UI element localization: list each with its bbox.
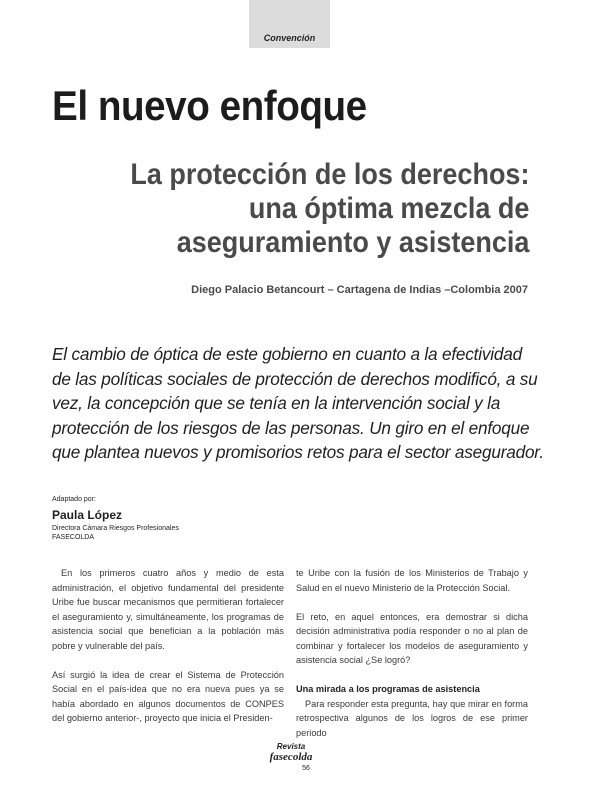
lead-line: de las políticas sociales de protección de derechos modificó, a su bbox=[52, 368, 538, 389]
article-subtitle bbox=[130, 158, 529, 260]
lead-line: que plantea nuevos y promisorios retos para el sector asegurador. bbox=[52, 442, 544, 462]
body-paragraph: Para responder esta pregunta, hay que mirar en forma retrospectiva algunos de los logros de ese primer periodo bbox=[296, 698, 528, 738]
author-credentials bbox=[52, 524, 179, 542]
subtitle-line: una óptima mezcla de bbox=[248, 192, 529, 225]
body-column-right bbox=[296, 566, 528, 755]
subtitle-line: La protección de los derechos: bbox=[129, 158, 529, 191]
section-subheading: Una mirada a los programas de asistencia bbox=[296, 684, 480, 694]
body-paragraph: te Uribe con la fusión de los Ministerios de Trabajo y Salud en el nuevo Ministerio de la Protección Social. bbox=[296, 568, 528, 593]
lead-line: El cambio de óptica de este gobierno en cuanto a la efectividad bbox=[52, 344, 522, 364]
section-tab bbox=[249, 0, 330, 48]
page-number: 56 bbox=[302, 765, 310, 772]
magazine-logo-line: Revista bbox=[276, 742, 306, 751]
magazine-logo bbox=[266, 742, 316, 763]
lead-line: protección de los riesgos de las personas. Un giro en el enfoque bbox=[52, 417, 530, 438]
author-organization: FASECOLDA bbox=[52, 534, 95, 541]
body-paragraph: Así surgió la idea de crear el Sistema de Protección Social en el país-idea que no era nueva pues ya se había abordado en algunos documentos de CONPES del gobierno anterior-, proyecto que inicia el Presiden- bbox=[52, 669, 284, 723]
magazine-logo-line: fasecolda bbox=[269, 751, 313, 763]
body-column-left bbox=[52, 566, 284, 740]
byline: Diego Palacio Betancourt – Cartagena de Indias –Colombia 2007 bbox=[191, 284, 528, 296]
author-name: Paula López bbox=[52, 508, 123, 522]
adapted-by-label: Adaptado por: bbox=[52, 496, 96, 503]
subtitle-line: aseguramiento y asistencia bbox=[176, 226, 529, 259]
article-title: El nuevo enfoque bbox=[52, 82, 367, 129]
body-paragraph: En los primeros cuatro años y medio de esta administración, el objetivo fundamental del presidente Uribe fue buscar mecanismos que permitieran fortalecer el aseguramiento y, simultáneamente, los programas de asistencia social que benefician a la población más pobre y vulnerable del país. bbox=[52, 568, 284, 651]
author-role: Directora Cámara Riesgos Profesionales bbox=[52, 525, 179, 532]
lead-paragraph bbox=[52, 342, 544, 465]
body-paragraph: El reto, en aquel entonces, era demostrar si dicha decisión administrativa podía responder o no al plan de combinar y fortalecer los modelos de aseguramiento y asistencia social ¿Se logró? bbox=[296, 611, 528, 665]
lead-line: vez, la concepción que se tenía en la intervención social y la bbox=[52, 393, 501, 413]
section-label: Convención bbox=[263, 33, 316, 43]
